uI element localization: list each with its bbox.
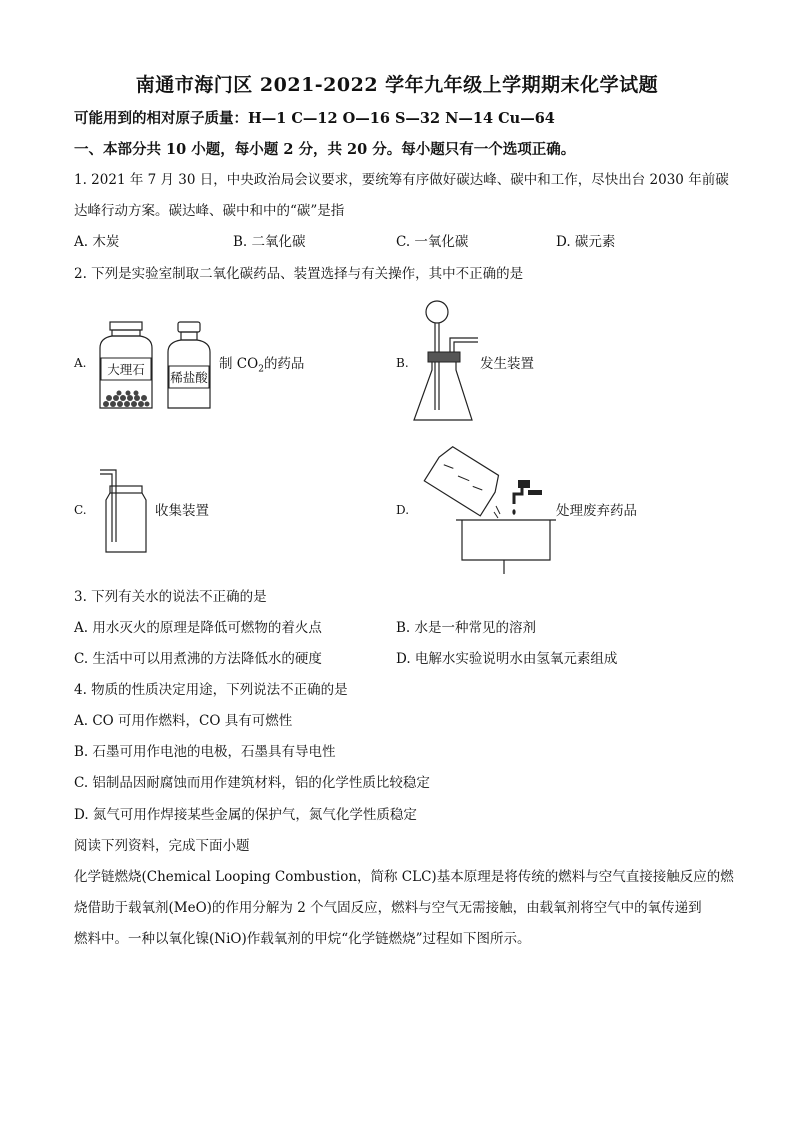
rubber-stopper [428, 352, 460, 362]
q2-b-generator-figure [410, 298, 490, 426]
q3-option-a: A. 用水灭火的原理是降低可燃物的着火点 [74, 620, 322, 636]
bottle1-stopper [110, 322, 142, 330]
q4-stem: 4. 物质的性质决定用途，下列说法不正确的是 [74, 682, 348, 698]
reading-intro: 阅读下列资料，完成下面小题 [74, 838, 250, 854]
section-one-heading: 一、本部分共 10 小题，每小题 2 分，共 20 分。每小题只有一个选项正确。 [74, 141, 576, 158]
q2-c-caption: 收集装置 [155, 503, 209, 519]
q3-stem: 3. 下列有关水的说法不正确的是 [74, 589, 267, 605]
q4-option-c: C. 铝制品因耐腐蚀而用作建筑材料，铝的化学性质比较稳定 [74, 775, 430, 791]
thistle-funnel-bulb [426, 301, 448, 323]
water-drop [512, 509, 515, 515]
q1-stem-line1: 1. 2021 年 7 月 30 日，中央政治局会议要求，要统筹有序做好碳达峰、碳中和工作，尽快出台 2030 年前碳 [74, 172, 729, 188]
q3-option-d: D. 电解水实验说明水由氢氧元素组成 [396, 651, 618, 667]
q4-option-a: A. CO 可用作燃料，CO 具有可燃性 [74, 713, 293, 729]
bottle1-neck [112, 330, 140, 336]
sink [462, 520, 550, 560]
q2-stem: 2. 下列是实验室制取二氧化碳药品、装置选择与有关操作，其中不正确的是 [74, 266, 524, 282]
bottle2-label: 稀盐酸 [170, 370, 208, 385]
q2-a-caption-pre: 制 CO [219, 356, 259, 372]
exam-title: 南通市海门区 2021-2022 学年九年级上学期期末化学试题 [135, 74, 659, 96]
marble-chips [103, 391, 150, 408]
gas-tube [100, 470, 116, 542]
q4-option-d: D. 氮气可用作焊接某些金属的保护气，氮气化学性质稳定 [74, 807, 417, 823]
q1-stem-line2: 达峰行动方案。碳达峰、碳中和中的“碳”是指 [74, 203, 345, 219]
q3-option-b: B. 水是一种常见的溶剂 [396, 620, 537, 636]
q2-c-collection-figure [96, 466, 152, 556]
q1-option-d: D. 碳元素 [556, 234, 616, 250]
q2-a-caption-sub: 2 [258, 364, 264, 375]
q2-a-letter: A. [74, 356, 87, 370]
faucet-handle [518, 480, 530, 488]
q1-option-b: B. 二氧化碳 [233, 234, 306, 250]
q2-c-letter: C. [74, 503, 87, 517]
q2-b-letter: B. [396, 356, 409, 370]
q1-option-a: A. 木炭 [74, 234, 120, 250]
bottle2-stopper [178, 322, 200, 332]
bottle2-neck [181, 332, 197, 340]
q2-d-letter: D. [396, 503, 410, 517]
q2-d-disposal-figure [420, 438, 556, 576]
q2-a-reagent-bottles-figure [92, 318, 222, 414]
bottle-mouth [110, 486, 142, 493]
reading-paragraph-line2: 烧借助于载氧剂(MeO)的作用分解为 2 个气固反应，燃料与空气无需接触，由载氧剂将空气中的氧传递到 [74, 900, 702, 916]
q3-option-c: C. 生活中可以用煮沸的方法降低水的硬度 [74, 651, 322, 667]
tilted-beaker [424, 444, 503, 516]
reading-paragraph-line1: 化学链燃烧(Chemical Looping Combustion，简称 CLC)基本原理是将传统的燃料与空气直接接触反应的燃 [74, 869, 734, 885]
q2-d-caption: 处理废弃药品 [556, 503, 637, 519]
q2-b-caption: 发生装置 [480, 356, 534, 372]
q1-option-c: C. 一氧化碳 [396, 234, 469, 250]
faucet-spout [514, 488, 522, 504]
reading-paragraph-line3: 燃料中。一种以氧化镍(NiO)作载氧剂的甲烷“化学链燃烧”过程如下图所示。 [74, 931, 531, 947]
q2-a-caption [219, 352, 304, 375]
bottle1-label: 大理石 [107, 362, 145, 377]
q2-a-caption-post: 的药品 [263, 356, 305, 372]
atomic-mass-line: 可能用到的相对原子质量：H—1 C—12 O—16 S—32 N—14 Cu—64 [74, 110, 555, 127]
q4-option-b: B. 石墨可用作电池的电极，石墨具有导电性 [74, 744, 336, 760]
conical-flask [414, 362, 472, 420]
